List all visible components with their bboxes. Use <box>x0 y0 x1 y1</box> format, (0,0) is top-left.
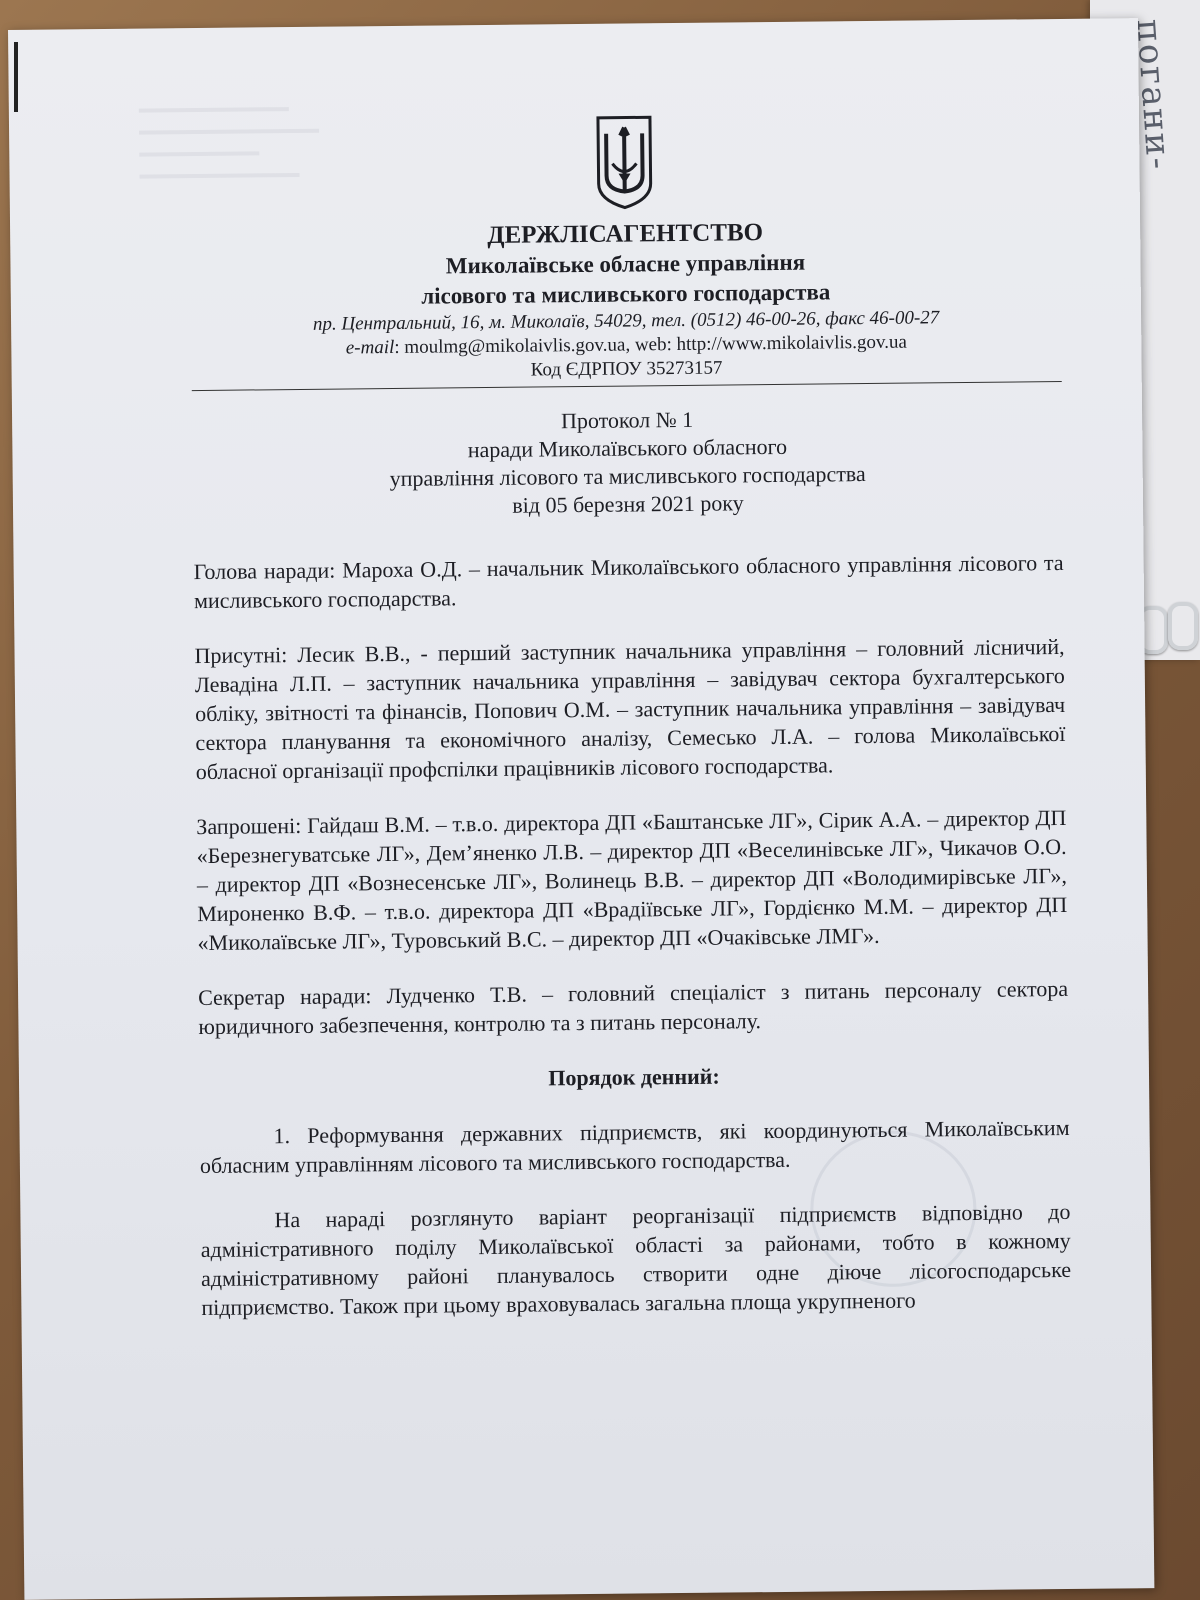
protocol-number: Протокол № 1 <box>560 406 694 434</box>
email-label: e-mail <box>345 336 395 359</box>
document-page <box>8 18 1154 1600</box>
web-value: : http://www.mikolaivlis.gov.ua <box>666 331 907 356</box>
attendees-present: Присутні: Лесик В.В., - перший заступник начальника управління – головний лісничий, Левадіна Л.П. – заступник начальника управління – завідувач сектора бухгалтерського обліку, звітності та фінансів, Попович О.М. – заступник начальника управління – завідувач сектора планування та економічного аналізу, Семесько Л.А. – голова Миколаївської обласної організації профспілки працівників лісового господарства. <box>194 633 1066 785</box>
meeting-chair: Голова наради: Мароха О.Д. – начальник Миколаївського обласного управління лісового та мисливського господарства. <box>193 549 1064 614</box>
protocol-date: від 05 березня 2021 року <box>512 490 744 518</box>
org-address: пр. Центральний, 16, м. Миколаїв, 54029, тел. (0512) 46-00-26, факс 46-00-27 <box>312 307 940 335</box>
trident-icon <box>594 113 655 210</box>
org-name-line1: Миколаївське обласне управління <box>445 249 806 279</box>
binder-ring <box>1168 602 1198 650</box>
meeting-secretary: Секретар наради: Лудченко Т.В. – головний спеціаліст з питань персоналу сектора юридичного забезпечення, контролю та з питань персоналу. <box>198 975 1069 1040</box>
binder-rings <box>1138 600 1200 670</box>
document-content <box>189 109 1072 1322</box>
org-name-line2: лісового та мисливського господарства <box>421 279 831 309</box>
agenda-item-1: 1. Реформування державних підприємств, які координуються Миколаївським обласним управлінням лісового та мисливського господарства. <box>199 1114 1070 1179</box>
sheet-edge-mark <box>14 42 18 112</box>
web-label: web <box>634 334 667 356</box>
protocol-title <box>192 402 1063 523</box>
handwritten-note: погани- <box>1128 17 1179 173</box>
discussion-paragraph: На нараді розглянуто варіант реорганізації підприємств відповідно до адміністративного поділу Миколаївської області за районами, тобто в кожному адміністративному районі планувалось створити одне діюче лісогосподарське підприємство. Також при цьому враховувалась загальна площа укрупненого <box>200 1198 1072 1321</box>
email-value: : moulmg@mikolaivlis.gov.ua, <box>394 334 636 358</box>
attendees-invited: Запрошені: Гайдаш В.М. – т.в.о. директора ДП «Баштанське ЛГ», Сірик А.А. – директор ДП «Березнегуватське ЛГ», Дем’яненко Л.В. – директор ДП «Веселинівське ЛГ», Чикачов О.О. – директор ДП «Вознесенське ЛГ», Волинець В.В. – директор ДП «Володимирівське ЛГ», Мироненко В.Ф. – т.в.о. директора ДП «Врадіївське ЛГ», Гордієнко М.М. – директор ДП «Миколаївське ЛГ», Туровський В.С. – директор ДП «Очаківське ЛМГ». <box>196 804 1068 956</box>
protocol-line3: управління лісового та мисливського господарства <box>389 461 866 492</box>
edrpou-code: Код ЄДРПОУ 35273157 <box>530 357 723 381</box>
agency-name: ДЕРЖЛІСАГЕНТСТВО <box>487 219 764 249</box>
protocol-line2: наради Миколаївського обласного <box>467 433 788 463</box>
agenda-heading: Порядок денний: <box>548 1063 720 1091</box>
